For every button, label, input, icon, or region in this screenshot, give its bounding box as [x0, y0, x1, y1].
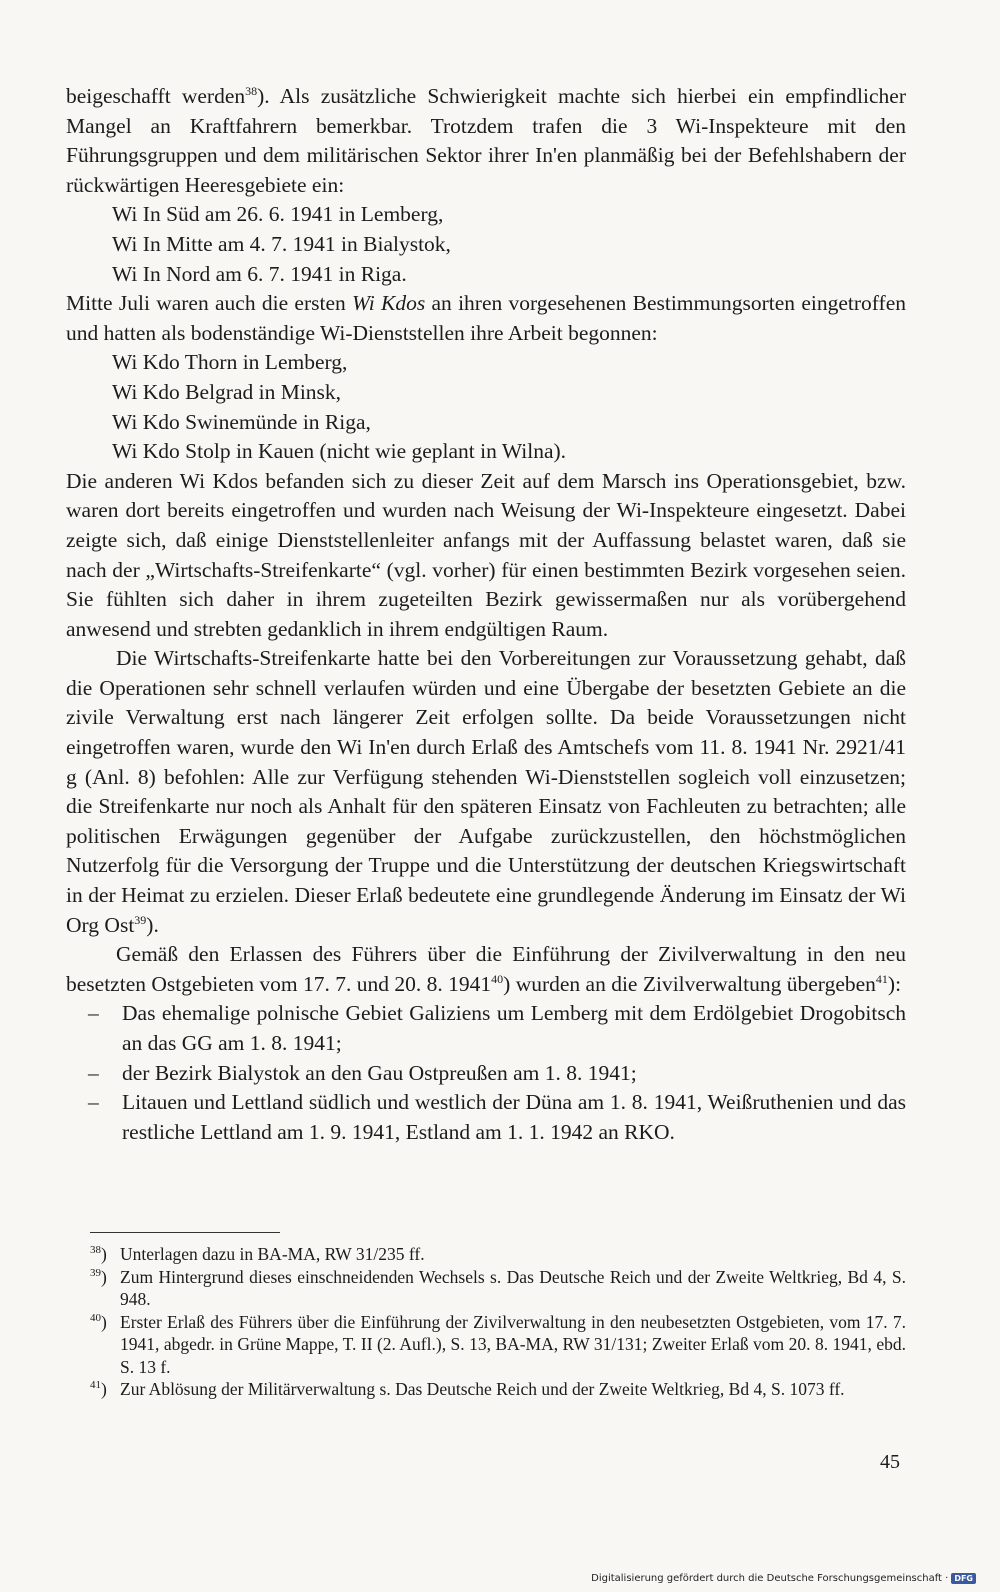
list-item: Wi Kdo Belgrad in Minsk,: [112, 379, 342, 404]
list-item: – Das ehemalige polnische Gebiet Galiziens um Lemberg mit dem Erdölgebiet Drogobitsch an das GG am 1. 8. 1941;: [88, 1001, 906, 1055]
transfer-list: [66, 999, 906, 1147]
footnote: $^{39}$) Zum Hintergrund dieses einschneidenden Wechsels s. Das Deutsche Reich und der Zweite Weltkrieg, Bd 4, S. 948.: [90, 1266, 906, 1309]
list-item: Wi In Mitte am 4. 7. 1941 in Bialystok,: [112, 231, 451, 256]
page-number: 45: [880, 1451, 900, 1473]
paragraph-5: Gemäß den Erlassen des Führers über die Einführung der Zivilverwaltung in den neu besetzten Ostgebieten vom 17. 7. und 20. 8. 1941$^{40}$) wurden an die Zivilverwaltung übergeben$^{41}$):: [66, 942, 906, 996]
kdo-list: [66, 348, 906, 466]
footnote-ref: 39: [134, 912, 147, 927]
italic-term: Wi Kdos: [352, 291, 426, 316]
footnote-ref: 40: [491, 971, 504, 986]
list-item: Wi Kdo Stolp in Kauen (nicht wie geplant in Wilna).: [112, 439, 567, 464]
dash-bullet: –: [88, 1060, 99, 1085]
paragraph-3: Die anderen Wi Kdos befanden sich zu dieser Zeit auf dem Marsch ins Operationsgebiet, bzw. waren dort bereits eingetroffen und wurden nach Weisung der Wi-Inspekteure eingesetzt. Dabei zeigte sich, daß einige Dienststellenleiter anfangs mit der Auffassung belastet waren, daß sie nach der „Wirtschafts-Streifenkarte“ (vgl. vorher) für einen bestimmten Bezirk vorgesehen seien. Sie fühlten sich daher in ihrem zugeteilten Bezirk gewissermaßen nur als vorübergehend anwesend und strebten gedanklich in ihrem endgültigen Raum.: [66, 468, 906, 641]
footnote-number: 39: [90, 1266, 101, 1279]
list-item: Wi In Süd am 26. 6. 1941 in Lemberg,: [112, 202, 444, 227]
list-item: Wi Kdo Swinemünde in Riga,: [112, 409, 371, 434]
footnote-number: 40: [90, 1311, 101, 1324]
dash-bullet: –: [88, 1001, 99, 1026]
list-item: – Litauen und Lettland südlich und westlich der Düna am 1. 8. 1941, Weißruthenien und das restliche Lettland am 1. 9. 1941, Estland am 1. 1. 1942 an RKO.: [88, 1090, 906, 1144]
footnote: $^{41}$) Zur Ablösung der Militärverwaltung s. Das Deutsche Reich und der Zweite Weltkrieg, Bd 4, S. 1073 ff.: [90, 1379, 845, 1399]
footnotes: [90, 1243, 906, 1401]
dash-bullet: –: [88, 1090, 99, 1115]
footnote: $^{40}$) Erster Erlaß des Führers über die Einführung der Zivilverwaltung in den neubesetzten Ostgebieten, vom 17. 7. 1941, abgedr. in Grüne Mappe, T. II (2. Aufl.), S. 13, BA-MA, RW 31/131; Zweiter Erlaß vom 20. 8. 1941, ebd. S. 13 f.: [90, 1311, 906, 1377]
paragraph-1: beigeschafft werden$^{38}$). Als zusätzliche Schwierigkeit machte sich hierbei ein empfindlicher Mangel an Kraftfahrern bemerkbar. Trotzdem trafen die 3 Wi-Inspekteure mit den Führungsgruppen und dem militärischen Sektor ihrer In'en planmäßig bei der Befehlshabern der rückwärtigen Heeresgebiete ein:: [66, 83, 906, 197]
main-text: [66, 82, 906, 1147]
footnote-ref: 41: [875, 971, 888, 986]
paragraph-2: Mitte Juli waren auch die ersten Wi Kdos an ihren vorgesehenen Bestimmungsorten eingetroffen und hatten als bodenständige Wi-Dienststellen ihre Arbeit begonnen:: [66, 291, 906, 345]
credit-text: Digitalisierung gefördert durch die Deutsche Forschungsgemeinschaft ·: [591, 1573, 949, 1584]
footnote: $^{38}$) Unterlagen dazu in BA-MA, RW 31/235 ff.: [90, 1244, 425, 1264]
list-item: – der Bezirk Bialystok an den Gau Ostpreußen am 1. 8. 1941;: [66, 1059, 906, 1089]
footnote-ref: 38: [245, 83, 258, 98]
digitization-credit: [591, 1573, 976, 1584]
inspection-list: [66, 200, 906, 289]
list-item: Wi In Nord am 6. 7. 1941 in Riga.: [112, 261, 407, 286]
footnote-number: 38: [90, 1244, 101, 1257]
dfg-logo-icon: DFG: [951, 1573, 976, 1584]
footnote-divider: [90, 1232, 280, 1233]
paragraph-4: Die Wirtschafts-Streifenkarte hatte bei den Vorbereitungen zur Voraussetzung gehabt, daß die Operationen sehr schnell verlaufen würden und eine Übergabe der besetzten Gebiete an die zivile Verwaltung erst nach längerer Zeit erfolgen sollte. Da beide Voraussetzungen nicht eingetroffen waren, wurde den Wi In'en durch Erlaß des Amtschefs vom 11. 8. 1941 Nr. 2921/41 g (Anl. 8) befohlen: Alle zur Verfügung stehenden Wi-Dienststellen sogleich voll einzusetzen; die Streifenkarte nur noch als Anhalt für den späteren Einsatz von Fachleuten zu betrachten; alle politischen Erwägungen gegenüber der Aufgabe zurückzustellen, den höchstmöglichen Nutzerfolg für die Versorgung der Truppe und die Unterstützung der deutschen Kriegswirtschaft in der Heimat zu erzielen. Dieser Erlaß bedeutete eine grundlegende Änderung im Einsatz der Wi Org Ost$^{39}$).: [66, 646, 906, 937]
footnote-number: 41: [90, 1379, 101, 1392]
list-item: Wi Kdo Thorn in Lemberg,: [112, 350, 348, 375]
